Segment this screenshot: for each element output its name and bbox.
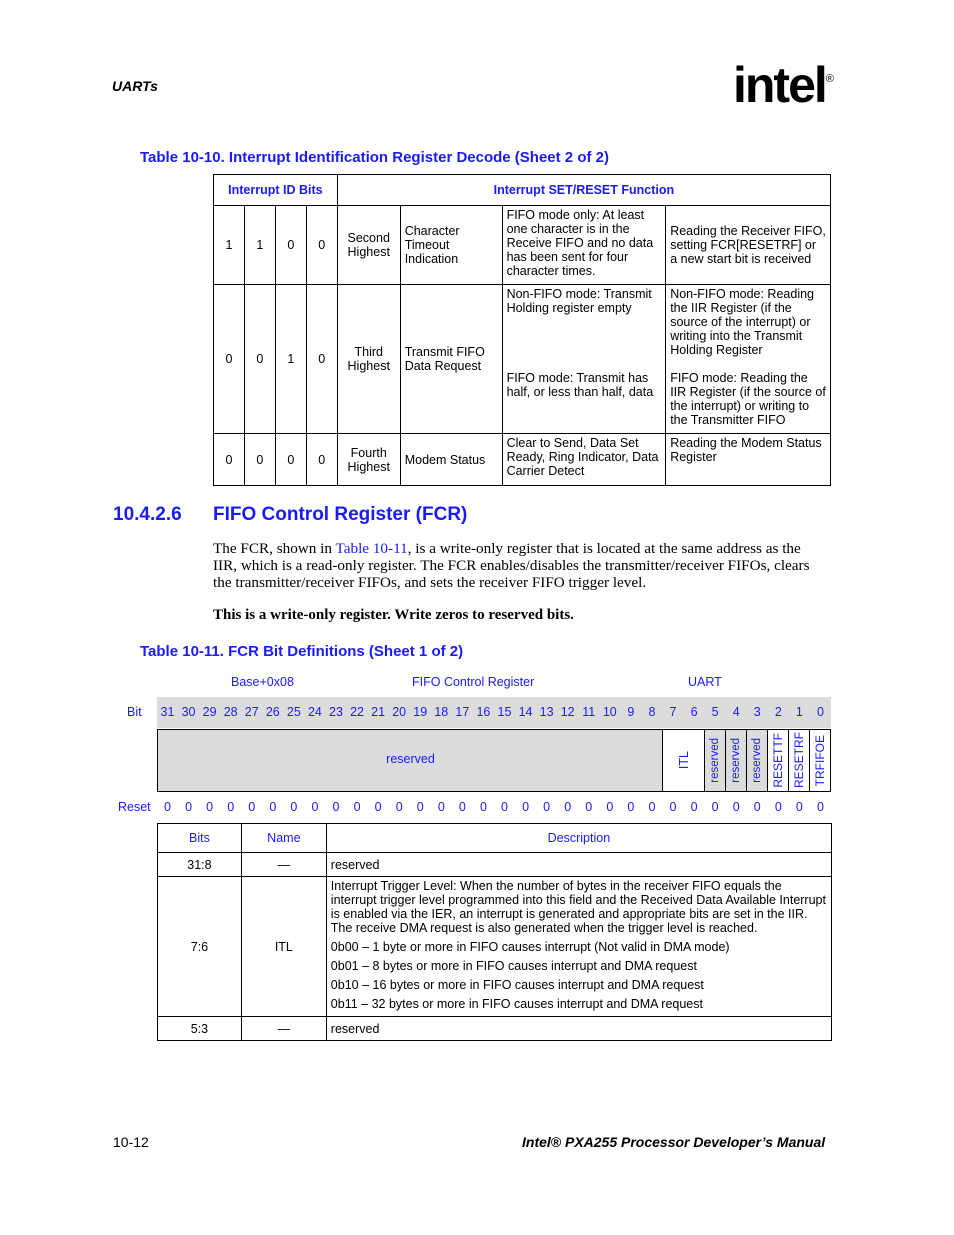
table1-title: Table 10-10. Interrupt Identification Register Decode (Sheet 2 of 2) [140,149,609,166]
reset-value: 0 [332,800,340,814]
reset-value: 0 [669,800,677,814]
itl-field-label: ITL [676,751,691,770]
interrupt-reset [666,285,831,434]
bit-number: 2 [774,705,782,719]
def-desc: reserved [326,853,831,877]
reset-value: 0 [164,800,171,814]
reset-value: 0 [290,800,298,814]
bit-number: 19 [413,705,428,719]
registered-mark: ® [825,73,834,86]
bit-number: 22 [350,705,365,719]
interrupt-reset: Reading the Modem Status Register [666,434,831,486]
id-bit: 0 [244,285,275,434]
id-bit: 0 [306,285,337,434]
bit-number: 9 [627,705,635,719]
interrupt-reset: Reading the Receiver FIFO, setting FCR[RESETRF] or a new start bit is received [666,206,831,285]
table-row [158,877,832,1017]
id-bit: 0 [306,434,337,486]
col-header-description: Description [326,824,831,853]
id-bit: 1 [244,206,275,285]
bit-number: 0 [816,705,824,719]
table-row [214,434,831,486]
reset-value: 0 [711,800,719,814]
reserved-bit-4-label: reserved [730,738,742,783]
bit-number: 25 [286,705,301,719]
def-name: — [241,853,326,877]
reset-values [157,800,831,816]
def-name: ITL [241,877,326,1017]
reset-value: 0 [627,800,635,814]
bit-number: 28 [223,705,238,719]
interrupt-type: Character Timeout Indication [400,206,502,285]
itl-option: 0b00 – 1 byte or more in FIFO causes interrupt (Not valid in DMA mode) [330,940,730,954]
col-header-set-reset-function: Interrupt SET/RESET Function [337,175,830,206]
bit-number: 17 [455,705,470,719]
bit-number: 21 [371,705,386,719]
running-header-section: UARTs [112,78,158,94]
reset-value: 0 [458,800,466,814]
interrupt-type: Transmit FIFO Data Request [400,285,502,434]
field-row [157,729,831,792]
reset-value: 0 [543,800,551,814]
resetrf-field-label: RESETRF [792,732,806,789]
interrupt-source: FIFO mode only: At least one character is in the Receive FIFO and no data has been sent for four character times. [502,206,666,285]
register-unit: UART [688,675,722,689]
reset-value: 0 [816,800,824,814]
trfifoe-field-label: TRFIFOE [813,734,827,787]
reserved-bit-5-label: reserved [709,738,721,783]
id-bit: 0 [214,434,245,486]
reset-value: 0 [795,800,803,814]
write-only-note: This is a write-only register. Write zeros to reserved bits. [213,607,574,623]
source-non-fifo: Non-FIFO mode: Transmit Holding register empty [506,287,652,315]
bit-number: 7 [669,705,677,719]
reset-value: 0 [501,800,508,814]
bit-label: Bit [127,705,142,719]
itl-option: 0b01 – 8 bytes or more in FIFO causes interrupt and DMA request [330,959,697,973]
bit-number: 1 [795,705,803,719]
reset-value: 0 [416,800,424,814]
body-paragraph: The FCR, shown in Table 10-11, is a write-only register that is located at the same address as the IIR, which is a read-only register. The FCR enables/disables the transmitter/receiver FIFOs, clears the transmitter/receiver FIFOs, and sets the receiver FIFO trigger level. [213,540,810,591]
bit-number: 16 [476,705,491,719]
page-number: 10-12 [113,1134,149,1150]
reset-value: 0 [585,800,593,814]
manual-title: Intel® PXA255 Processor Developer’s Manual [522,1134,826,1150]
def-bits: 7:6 [158,877,242,1017]
table2-title: Table 10-11. FCR Bit Definitions (Sheet 1 of 2) [140,643,464,660]
reserved-field [158,730,663,791]
bit-number: 8 [648,705,656,719]
intel-logo [733,56,834,114]
bit-number: 15 [497,705,512,719]
iir-decode-table [213,174,831,486]
reset-value: 0 [690,800,698,814]
bit-number: 14 [518,705,533,719]
reset-non-fifo: Non-FIFO mode: Reading the IIR Register (if the source of the interrupt) or writing into the Transmit Holding Register [670,287,814,357]
resettf-field-label: RESETTF [771,733,785,788]
def-bits: 5:3 [158,1017,242,1041]
reset-value: 0 [648,800,656,814]
reset-value: 0 [248,800,256,814]
interrupt-type: Modem Status [400,434,502,486]
reserved-field-label: reserved [386,752,435,766]
reset-label: Reset [118,800,151,814]
col-header-name: Name [241,824,326,853]
register-name: FIFO Control Register [412,675,535,689]
itl-field [663,730,705,791]
reset-value: 0 [522,800,530,814]
reset-value: 0 [311,800,319,814]
source-fifo: FIFO mode: Transmit has half, or less than half, data [506,371,654,399]
id-bit: 0 [306,206,337,285]
priority: Third Highest [337,285,400,434]
bit-number: 29 [202,705,217,719]
reset-value: 0 [732,800,740,814]
reserved-bit-5 [705,730,726,791]
bit-number: 27 [244,705,259,719]
id-bit: 0 [244,434,275,486]
resetrf-field [789,730,810,791]
bit-number: 11 [582,705,596,719]
resettf-field [768,730,789,791]
bit-number: 18 [434,705,449,719]
reserved-bit-4 [726,730,747,791]
table-10-11-link[interactable]: Table 10-11 [335,540,408,557]
bit-number: 30 [181,705,196,719]
itl-description: Interrupt Trigger Level: When the number of bytes in the receiver FIFO equals the interrupt trigger level programmed into this field and the Received Data Available Interrupt is enabled via the IER, an interrupt is generated and appropriate bits are set in the IIR. The receive DMA request is also generated when the trigger level is reached. [330,879,826,935]
interrupt-source: Clear to Send, Data Set Ready, Ring Indicator, Data Carrier Detect [502,434,666,486]
priority: Second Highest [337,206,400,285]
reset-value: 0 [185,800,193,814]
reset-value: 0 [395,800,403,814]
bit-number: 24 [307,705,322,719]
col-header-bits: Bits [158,824,242,853]
register-address: Base+0x08 [231,675,294,689]
section-heading [113,504,468,526]
reset-value: 0 [753,800,761,814]
table-row [214,285,831,434]
reset-value: 0 [227,800,235,814]
bit-number: 5 [711,705,719,719]
def-name: — [241,1017,326,1041]
bit-number: 3 [753,705,761,719]
reset-value: 0 [479,800,487,814]
reset-value: 0 [353,800,361,814]
table-row [158,853,832,877]
bit-number: 13 [539,705,554,719]
section-title: FIFO Control Register (FCR) [213,504,468,525]
reset-value: 0 [374,800,382,814]
reset-value: 0 [437,800,445,814]
logo-text: intel [733,57,826,113]
def-desc: reserved [326,1017,831,1041]
id-bit: 1 [214,206,245,285]
bit-number: 31 [160,705,175,719]
col-header-interrupt-id-bits: Interrupt ID Bits [214,175,338,206]
def-desc [326,877,831,1017]
bit-number: 23 [329,705,343,719]
reset-value: 0 [774,800,782,814]
bit-number: 20 [392,705,407,719]
id-bit: 0 [214,285,245,434]
reserved-bit-3 [747,730,768,791]
reset-value: 0 [206,800,214,814]
priority: Fourth Highest [337,434,400,486]
reset-value: 0 [606,800,614,814]
trfifoe-field [810,730,830,791]
def-bits: 31:8 [158,853,242,877]
reset-fifo: FIFO mode: Reading the IIR Register (if the source of the interrupt) or writing to the Transmitter FIFO [670,371,826,427]
id-bit: 1 [275,285,306,434]
bit-number: 12 [560,705,575,719]
fcr-definitions-table [157,823,832,1041]
id-bit: 0 [275,206,306,285]
bit-number: 4 [732,705,740,719]
table-row [158,1017,832,1041]
interrupt-source [502,285,666,434]
bit-number: 10 [602,705,617,719]
table-row [214,206,831,285]
itl-option: 0b11 – 32 bytes or more in FIFO causes interrupt and DMA request [330,997,703,1011]
bit-numbers [157,705,831,721]
section-number: 10.4.2.6 [113,504,182,525]
reset-value: 0 [564,800,572,814]
reserved-bit-3-label: reserved [751,738,763,783]
id-bit: 0 [275,434,306,486]
bit-number: 6 [690,705,698,719]
bit-number: 26 [265,705,280,719]
itl-option: 0b10 – 16 bytes or more in FIFO causes interrupt and DMA request [330,978,704,992]
reset-value: 0 [269,800,277,814]
